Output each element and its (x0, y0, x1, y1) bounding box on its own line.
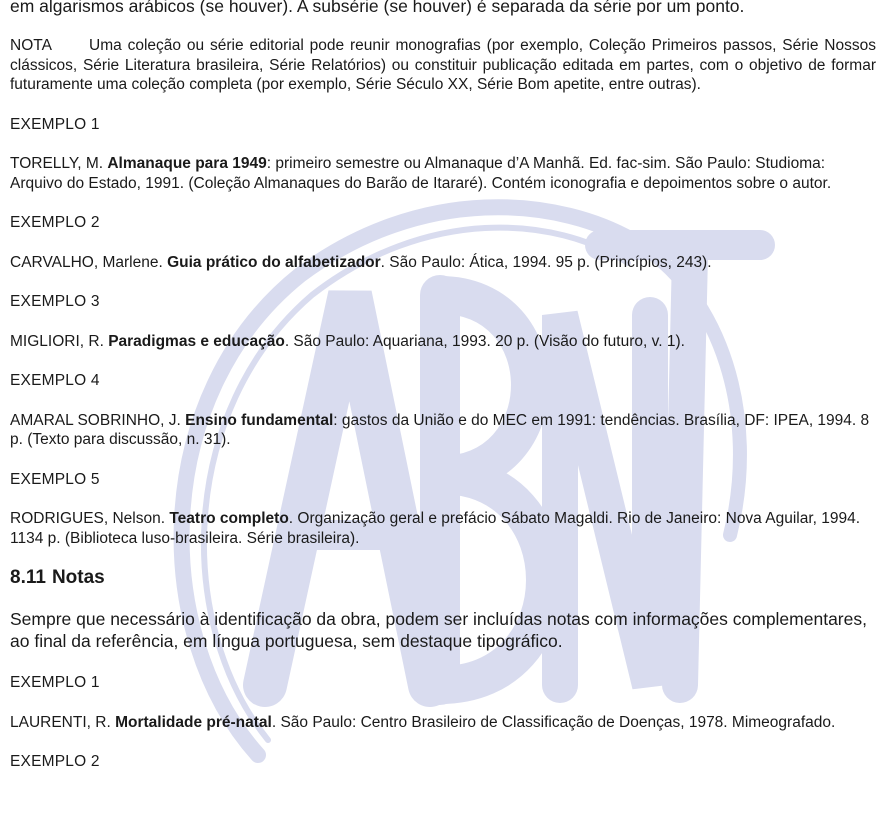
reference-entry (10, 332, 876, 352)
reference-entry (10, 411, 876, 450)
section-body: Sempre que necessário à identificação da obra, podem ser incluídas notas com informações complementares, ao final da referência, em língua portuguesa, sem destaque tipográfico. (10, 609, 867, 651)
reference-title: Ensino fundamental (185, 411, 334, 429)
nota-tag: NOTA (10, 37, 52, 54)
reference-details: . São Paulo: Ática, 1994. 95 p. (Princípios, 243). (380, 253, 712, 271)
reference-entry (10, 253, 876, 273)
example-label: EXEMPLO 5 (10, 470, 100, 488)
reference-details: : gastos da União e do MEC em 1991: tendências. Brasília, DF: IPEA, 1994. 8 p. (Texto para discussão, n. 31). (10, 411, 870, 448)
reference-title: Almanaque para 1949 (107, 155, 267, 172)
reference-details: . São Paulo: Centro Brasileiro de Classificação de Doenças, 1978. Mimeografado. (271, 713, 836, 731)
reference-details: . São Paulo: Aquariana, 1993. 20 p. (Visão do futuro, v. 1). (284, 332, 685, 350)
reference-title: Teatro completo (169, 510, 289, 527)
section-title: Notas (51, 567, 105, 588)
reference-author: MIGLIORI, R. (10, 332, 109, 350)
reference-entry (10, 509, 876, 548)
reference-author: LAURENTI, R. (10, 713, 116, 731)
reference-title: Guia prático do alfabetizador (167, 253, 381, 271)
example-label: EXEMPLO 3 (10, 293, 100, 310)
reference-title: Mortalidade pré-natal (115, 713, 272, 731)
example-label: EXEMPLO 1 (10, 674, 100, 691)
section-heading (10, 566, 876, 590)
example-label: EXEMPLO 1 (10, 115, 100, 133)
example-label: EXEMPLO 4 (10, 372, 100, 389)
example-label: EXEMPLO 2 (10, 753, 100, 770)
reference-author: AMARAL SOBRINHO, J. (10, 411, 186, 429)
nota-paragraph (10, 36, 876, 95)
reference-entry (10, 154, 876, 193)
section-number: 8.11 (10, 567, 46, 588)
intro-line: em algarismos arábicos (se houver). A subsérie (se houver) é separada da série por um ponto. (10, 0, 745, 16)
reference-entry (10, 713, 876, 733)
example-label: EXEMPLO 2 (10, 214, 100, 231)
nota-text: Uma coleção ou série editorial pode reunir monografias (por exemplo, Coleção Primeiros passos, Série Nossos clássicos, Série Literatura brasileira, Série Relatórios) ou constituir publicação editada em partes, com o objetivo de formar futuramente uma coleção completa (por exemplo, Série Século XX, Série Bom apetite, entre outras). (10, 37, 876, 93)
reference-details: : primeiro semestre ou Almanaque d’A Manhã. Ed. fac-sim. São Paulo: Studioma: Arquivo do Estado, 1991. (Coleção Almanaques do Barão de Itararé). Contém iconografia e depoimentos sobre o autor. (10, 155, 832, 192)
reference-author: CARVALHO, Marlene. (10, 253, 168, 271)
reference-details: . Organização geral e prefácio Sábato Magaldi. Rio de Janeiro: Nova Aguilar, 1994. 1134 p. (Biblioteca luso-brasileira. Série brasileira). (10, 510, 861, 547)
reference-author: RODRIGUES, Nelson. (10, 510, 170, 527)
reference-author: TORELLY, M. (10, 155, 108, 172)
reference-title: Paradigmas e educação (108, 332, 285, 350)
